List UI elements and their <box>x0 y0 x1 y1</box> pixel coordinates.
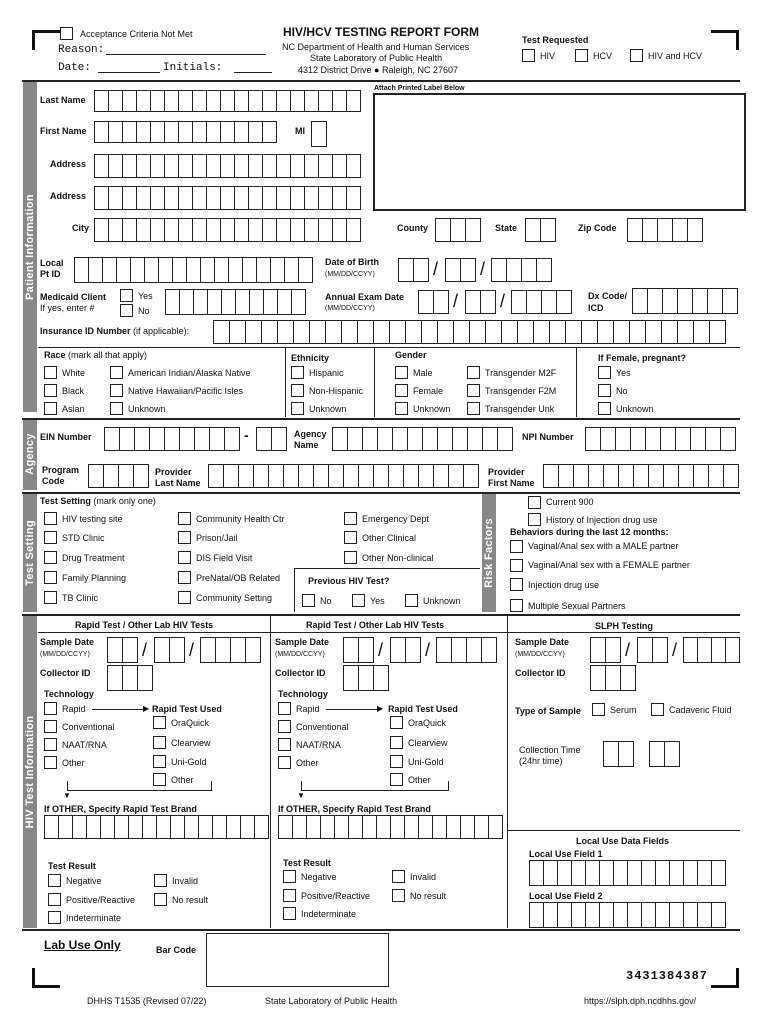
risk-history-label: History of Injection drug use <box>546 515 658 525</box>
serum-checkbox[interactable] <box>592 703 605 716</box>
col2-other-label: Other <box>296 758 319 768</box>
risk-female-checkbox[interactable] <box>510 559 523 572</box>
col1-conv-checkbox[interactable] <box>44 720 57 733</box>
local-field1-label: Local Use Field 1 <box>529 849 603 859</box>
col2-result-label: Test Result <box>283 858 331 868</box>
dob-year[interactable] <box>491 258 552 282</box>
ein-label: EIN Number <box>40 432 92 442</box>
mi-label: MI <box>295 126 305 136</box>
agency-name-field[interactable] <box>332 427 513 451</box>
risk-history-checkbox[interactable] <box>528 513 541 526</box>
col2-rapid-checkbox[interactable] <box>278 702 291 715</box>
sample-type-label: Type of Sample <box>515 706 581 716</box>
preg-yes-label: Yes <box>616 368 631 378</box>
zip-label: Zip Code <box>578 223 617 233</box>
col2-other2-label: Other <box>408 775 431 785</box>
col1-clearview-checkbox[interactable] <box>153 736 166 749</box>
provider-first-field[interactable] <box>543 464 739 488</box>
col2-sample-month[interactable] <box>343 637 374 663</box>
gender-f2m-checkbox[interactable] <box>467 384 480 397</box>
col2-negative-checkbox[interactable] <box>283 870 296 883</box>
medicaid-ifyes: If yes, enter # <box>40 303 95 313</box>
col1-oraquick-label: OraQuick <box>171 718 210 728</box>
acceptance-checkbox[interactable] <box>60 27 73 40</box>
ein-suffix-field[interactable] <box>256 427 287 451</box>
race-white-label: White <box>62 368 86 378</box>
preg-yes-checkbox[interactable] <box>598 366 611 379</box>
col2-oraquick-checkbox[interactable] <box>390 716 403 729</box>
date-label: Date: <box>58 62 92 74</box>
pt-id-label: Pt ID <box>40 269 61 279</box>
eth-hispanic-label: Hispanic <box>309 368 344 378</box>
gender-male-checkbox[interactable] <box>395 366 408 379</box>
insurance-label: Insurance ID Number (if applicable): <box>40 326 190 336</box>
col1-collector-label: Collector ID <box>40 668 91 678</box>
col1-oraquick-checkbox[interactable] <box>153 716 166 729</box>
col2-collector-field[interactable] <box>343 665 389 691</box>
col1-unigold-label: Uni-Gold <box>171 757 207 767</box>
setting-otherc-checkbox[interactable] <box>344 531 357 544</box>
col2-specify-label: If OTHER, Specify Rapid Test Brand <box>278 804 431 814</box>
local-field2-label: Local Use Field 2 <box>529 891 603 901</box>
patient-info-sidebar: Patient Information <box>23 82 37 412</box>
col1-specify-label: If OTHER, Specify Rapid Test Brand <box>44 804 197 814</box>
risk-multiple-label: Multiple Sexual Partners <box>528 601 626 611</box>
setting-comm-label: Community Health Ctr <box>196 514 285 524</box>
county-label: County <box>397 223 428 233</box>
col2-indet-checkbox[interactable] <box>283 907 296 920</box>
col2-rapid-label: Rapid <box>296 704 320 714</box>
state-field[interactable] <box>525 218 556 242</box>
address-label: Address <box>50 159 87 169</box>
dob-month[interactable] <box>398 258 429 282</box>
test-setting-title: Test Setting (mark only one) <box>40 496 156 506</box>
gender-unknown-label: Unknown <box>413 404 451 414</box>
behaviors-label: Behaviors during the last 12 months: <box>510 527 669 537</box>
eth-unknown-checkbox[interactable] <box>291 402 304 415</box>
col1-naat-checkbox[interactable] <box>44 738 57 751</box>
setting-dis-checkbox[interactable] <box>178 551 191 564</box>
medicaid-yes-label: Yes <box>138 291 153 301</box>
race-nhpi-label: Native Hawaiian/Pacific Isles <box>128 386 244 396</box>
col2-noresult-checkbox[interactable] <box>392 889 405 902</box>
annual-exam-label: Annual Exam Date <box>325 292 405 302</box>
col1-specify-field[interactable] <box>44 815 269 839</box>
setting-commset-label: Community Setting <box>196 593 273 603</box>
initials-label: Initials: <box>163 62 223 74</box>
annual-month[interactable] <box>418 290 449 314</box>
col2-conv-checkbox[interactable] <box>278 720 291 733</box>
col1-noresult-checkbox[interactable] <box>154 893 167 906</box>
city-label: City <box>72 223 90 233</box>
form-number: 3431384387 <box>626 969 709 983</box>
program-code-label: Code <box>42 476 65 486</box>
col1-rapid-used-label: Rapid Test Used <box>152 704 222 714</box>
agency-label: Agency <box>294 429 327 439</box>
col1-rapid-checkbox[interactable] <box>44 702 57 715</box>
dept-name: NC Department of Health and Human Services <box>282 42 470 52</box>
address2-field[interactable] <box>94 186 361 210</box>
cadaveric-checkbox[interactable] <box>651 703 664 716</box>
preg-unknown-label: Unknown <box>616 404 654 414</box>
medicaid-no-label: No <box>138 306 150 316</box>
provider-first-label2: First Name <box>488 478 535 488</box>
last-name-label: Last Name <box>40 95 86 105</box>
gender-f2m-label: Transgender F2M <box>485 386 557 396</box>
address-field[interactable] <box>94 154 361 178</box>
setting-tb-checkbox[interactable] <box>44 591 57 604</box>
dob-format: (MM/DD/CCYY) <box>325 271 375 278</box>
col2-sample-label: Sample Date <box>275 637 330 647</box>
city-field[interactable] <box>94 218 361 242</box>
race-black-label: Black <box>62 386 85 396</box>
col2-conv-label: Conventional <box>296 722 349 732</box>
col1-sample-month[interactable] <box>107 637 138 663</box>
insurance-field[interactable] <box>213 320 726 344</box>
annual-day[interactable] <box>465 290 496 314</box>
risk-sidebar: Risk Factors <box>482 494 496 612</box>
setting-prison-checkbox[interactable] <box>178 531 191 544</box>
form-title: HIV/HCV TESTING REPORT FORM <box>283 25 480 39</box>
risk-multiple-checkbox[interactable] <box>510 599 523 612</box>
mi-field[interactable] <box>311 121 327 147</box>
col2-sample-format: (MM/DD/CCYY) <box>275 651 325 658</box>
setting-comm-checkbox[interactable] <box>178 512 191 525</box>
corner-mark-br <box>711 968 739 988</box>
slph-title: SLPH Testing <box>595 621 653 631</box>
col1-sample-year[interactable] <box>200 637 261 663</box>
first-name-label: First Name <box>40 126 87 136</box>
gender-female-checkbox[interactable] <box>395 384 408 397</box>
provider-last-field[interactable] <box>208 464 479 488</box>
slph-sample-day[interactable] <box>637 637 668 663</box>
eth-nonhispanic-label: Non-Hispanic <box>309 386 364 396</box>
prev-no-checkbox[interactable] <box>302 594 315 607</box>
setting-dis-label: DIS Field Visit <box>196 553 253 563</box>
medicaid-number-field[interactable] <box>165 289 306 315</box>
preg-no-label: No <box>616 386 628 396</box>
preg-unknown-checkbox[interactable] <box>598 402 611 415</box>
zip-field[interactable] <box>627 218 703 242</box>
collection-time-hours[interactable] <box>603 741 634 767</box>
prev-no-label: No <box>320 596 332 606</box>
col2-naat-label: NAAT/RNA <box>296 740 341 750</box>
slph-sample-label: Sample Date <box>515 637 570 647</box>
race-black-checkbox[interactable] <box>44 384 57 397</box>
pregnant-label: If Female, pregnant? <box>598 353 687 363</box>
col2-negative-label: Negative <box>301 872 337 882</box>
lab-use-label: Lab Use Only <box>44 938 121 952</box>
col1-positive-label: Positive/Reactive <box>66 895 136 905</box>
risk-idu-checkbox[interactable] <box>510 578 523 591</box>
col1-indet-label: Indeterminate <box>66 913 122 923</box>
col1-other-checkbox[interactable] <box>44 756 57 769</box>
slph-collector-field[interactable] <box>590 665 636 691</box>
race-unknown-checkbox[interactable] <box>110 402 123 415</box>
hiv-checkbox[interactable] <box>522 49 535 62</box>
col1-collector-field[interactable] <box>107 665 153 691</box>
col1-sample-label: Sample Date <box>40 637 95 647</box>
test-setting-sidebar: Test Setting <box>23 494 37 612</box>
form-revision: DHHS T1535 (Revised 07/22) <box>87 996 207 1006</box>
local-field1[interactable] <box>529 860 726 886</box>
footer-lab-name: State Laboratory of Public Health <box>265 996 398 1006</box>
col2-other-checkbox[interactable] <box>278 756 291 769</box>
annual-year[interactable] <box>511 290 572 314</box>
setting-commset-checkbox[interactable] <box>178 591 191 604</box>
eth-nonhispanic-checkbox[interactable] <box>291 384 304 397</box>
setting-hiv-checkbox[interactable] <box>44 512 57 525</box>
label-area[interactable] <box>373 93 746 211</box>
eth-unknown-label: Unknown <box>309 404 347 414</box>
col1-sample-day[interactable] <box>154 637 185 663</box>
slph-sample-year[interactable] <box>683 637 740 663</box>
setting-tb-label: TB Clinic <box>62 593 99 603</box>
lab-address: 4312 District Drive ● Raleigh, NC 27607 <box>298 65 459 75</box>
slph-sample-month[interactable] <box>590 637 621 663</box>
race-unknown-label: Unknown <box>128 404 166 414</box>
slph-collector-label: Collector ID <box>515 668 566 678</box>
agency-sidebar: Agency <box>23 418 37 490</box>
setting-drug-label: Drug Treatment <box>62 553 125 563</box>
col1-title: Rapid Test / Other Lab HIV Tests <box>75 620 214 630</box>
setting-drug-checkbox[interactable] <box>44 551 57 564</box>
col2-invalid-checkbox[interactable] <box>392 870 405 883</box>
col2-unigold-checkbox[interactable] <box>390 755 403 768</box>
provider-first-label1: Provider <box>488 467 525 477</box>
address2-label: Address <box>50 191 87 201</box>
col1-rapid-label: Rapid <box>62 704 86 714</box>
hiv-label: HIV <box>540 51 556 61</box>
col1-result-label: Test Result <box>48 861 96 871</box>
risk-male-checkbox[interactable] <box>510 540 523 553</box>
medicaid-no-checkbox[interactable] <box>120 304 133 317</box>
county-field[interactable] <box>435 218 481 242</box>
prev-yes-checkbox[interactable] <box>352 594 365 607</box>
race-white-checkbox[interactable] <box>44 366 57 379</box>
dob-day[interactable] <box>445 258 476 282</box>
slph-sample-format: (MM/DD/CCYY) <box>515 651 565 658</box>
col2-collector-label: Collector ID <box>275 668 326 678</box>
col2-positive-checkbox[interactable] <box>283 889 296 902</box>
eth-hispanic-checkbox[interactable] <box>291 366 304 379</box>
setting-family-checkbox[interactable] <box>44 571 57 584</box>
setting-family-label: Family Planning <box>62 573 127 583</box>
local-label: Local <box>40 258 64 268</box>
col1-other-label: Other <box>62 758 85 768</box>
local-pt-id-field[interactable] <box>74 257 313 283</box>
risk-male-label: Vaginal/Anal sex with a MALE partner <box>528 541 679 551</box>
race-label: Race (mark all that apply) <box>44 350 148 360</box>
col2-positive-label: Positive/Reactive <box>301 891 371 901</box>
gender-female-label: Female <box>413 386 444 396</box>
col1-invalid-label: Invalid <box>172 876 199 886</box>
col1-clearview-label: Clearview <box>171 738 211 748</box>
provider-last-label2: Last Name <box>155 478 201 488</box>
col2-title: Rapid Test / Other Lab HIV Tests <box>306 620 445 630</box>
corner-mark-tr <box>711 30 739 50</box>
medicaid-label: Medicaid Client <box>40 292 107 302</box>
setting-otherc-label: Other Clinical <box>362 533 417 543</box>
setting-prenatal-label: PreNatal/OB Related <box>196 573 281 583</box>
col1-indet-checkbox[interactable] <box>48 911 61 924</box>
icd-label: ICD <box>588 303 604 313</box>
ein-field[interactable] <box>104 427 240 451</box>
col2-tech-label: Technology <box>278 689 328 699</box>
col1-positive-checkbox[interactable] <box>48 893 61 906</box>
corner-mark-tl <box>32 30 60 50</box>
gender-m2f-label: Transgender M2F <box>485 368 557 378</box>
setting-prison-label: Prison/Jail <box>196 533 238 543</box>
setting-std-checkbox[interactable] <box>44 531 57 544</box>
col2-invalid-label: Invalid <box>410 872 437 882</box>
col2-naat-checkbox[interactable] <box>278 738 291 751</box>
footer-url[interactable]: https://slph.dph.ncdhhs.gov/ <box>584 996 697 1006</box>
col1-conv-label: Conventional <box>62 722 115 732</box>
gender-unknown-checkbox[interactable] <box>395 402 408 415</box>
preg-no-checkbox[interactable] <box>598 384 611 397</box>
prev-yes-label: Yes <box>370 596 385 606</box>
race-asian-label: Asian <box>62 404 85 414</box>
col2-oraquick-label: OraQuick <box>408 718 447 728</box>
col2-unigold-label: Uni-Gold <box>408 757 444 767</box>
provider-last-label1: Provider <box>155 467 192 477</box>
col1-unigold-checkbox[interactable] <box>153 755 166 768</box>
dx-code-label: Dx Code/ <box>588 291 628 301</box>
gender-label: Gender <box>395 350 427 360</box>
setting-hiv-label: HIV testing site <box>62 514 123 524</box>
gender-male-label: Male <box>413 368 433 378</box>
col1-invalid-checkbox[interactable] <box>154 874 167 887</box>
hiv-hcv-label: HIV and HCV <box>648 51 703 61</box>
setting-prenatal-checkbox[interactable] <box>178 571 191 584</box>
race-amind-checkbox[interactable] <box>110 366 123 379</box>
dx-code-field[interactable] <box>632 288 738 314</box>
program-code-field[interactable] <box>88 464 149 488</box>
corner-mark-bl <box>32 968 60 988</box>
test-requested-label: Test Requested <box>522 35 589 45</box>
col2-clearview-label: Clearview <box>408 738 448 748</box>
prev-unknown-label: Unknown <box>423 596 461 606</box>
state-label: State <box>495 223 518 233</box>
risk-current-checkbox[interactable] <box>528 496 541 509</box>
reason-label: Reason: <box>58 44 105 56</box>
risk-current-label: Current 900 <box>546 497 594 507</box>
race-nhpi-checkbox[interactable] <box>110 384 123 397</box>
gender-tunk-checkbox[interactable] <box>467 402 480 415</box>
cadaveric-label: Cadaveric Fluid <box>669 705 732 715</box>
hcv-checkbox[interactable] <box>575 49 588 62</box>
col1-tech-label: Technology <box>44 689 94 699</box>
col2-indet-label: Indeterminate <box>301 909 357 919</box>
col1-other2-label: Other <box>171 775 194 785</box>
risk-female-label: Vaginal/Anal sex with a FEMALE partner <box>528 560 690 570</box>
dob-label: Date of Birth <box>325 257 379 267</box>
ethnicity-label: Ethnicity <box>291 353 330 363</box>
previous-test-label: Previous HIV Test? <box>308 576 390 586</box>
col2-sample-year[interactable] <box>436 637 497 663</box>
attach-label: Attach Printed Label Below <box>374 85 465 92</box>
collection-time-label: Collection Time <box>519 745 581 755</box>
annual-exam-format: (MM/DD/CCYY) <box>325 305 375 312</box>
setting-er-checkbox[interactable] <box>344 512 357 525</box>
acceptance-label: Acceptance Criteria Not Met <box>80 29 193 39</box>
agency-name-label: Name <box>294 440 319 450</box>
prev-unknown-checkbox[interactable] <box>405 594 418 607</box>
race-amind-label: American Indian/Alaska Native <box>128 368 251 378</box>
col1-naat-label: NAAT/RNA <box>62 740 107 750</box>
race-asian-checkbox[interactable] <box>44 402 57 415</box>
col2-specify-field[interactable] <box>278 815 503 839</box>
hiv-test-sidebar: HIV Test Information <box>23 616 37 928</box>
col1-sample-format: (MM/DD/CCYY) <box>40 651 90 658</box>
last-name-field[interactable] <box>94 90 361 112</box>
program-label: Program <box>42 465 80 475</box>
setting-othernc-label: Other Non-clinical <box>362 553 434 563</box>
bar-code-box[interactable] <box>206 933 389 987</box>
serum-label: Serum <box>610 705 637 715</box>
first-name-field[interactable] <box>94 121 277 143</box>
risk-idu-label: Injection drug use <box>528 580 600 590</box>
gender-m2f-checkbox[interactable] <box>467 366 480 379</box>
setting-er-label: Emergency Dept <box>362 514 430 524</box>
col2-rapid-used-label: Rapid Test Used <box>388 704 458 714</box>
local-field2[interactable] <box>529 902 726 928</box>
hiv-hcv-checkbox[interactable] <box>630 49 643 62</box>
col2-sample-day[interactable] <box>390 637 421 663</box>
collection-time-minutes[interactable] <box>649 741 680 767</box>
col1-negative-checkbox[interactable] <box>48 874 61 887</box>
bar-code-label: Bar Code <box>156 945 197 955</box>
gender-tunk-label: Transgender Unk <box>485 404 555 414</box>
col1-negative-label: Negative <box>66 876 102 886</box>
npi-label: NPI Number <box>522 432 574 442</box>
lab-name: State Laboratory of Public Health <box>310 53 443 63</box>
hcv-label: HCV <box>593 51 613 61</box>
col2-clearview-checkbox[interactable] <box>390 736 403 749</box>
medicaid-yes-checkbox[interactable] <box>120 289 133 302</box>
local-use-title: Local Use Data Fields <box>576 836 670 846</box>
setting-std-label: STD Clinic <box>62 533 105 543</box>
setting-othernc-checkbox[interactable] <box>344 551 357 564</box>
col2-noresult-label: No result <box>410 891 447 901</box>
collection-time-format: (24hr time) <box>519 756 563 766</box>
npi-field[interactable] <box>585 427 736 451</box>
col1-noresult-label: No result <box>172 895 209 905</box>
